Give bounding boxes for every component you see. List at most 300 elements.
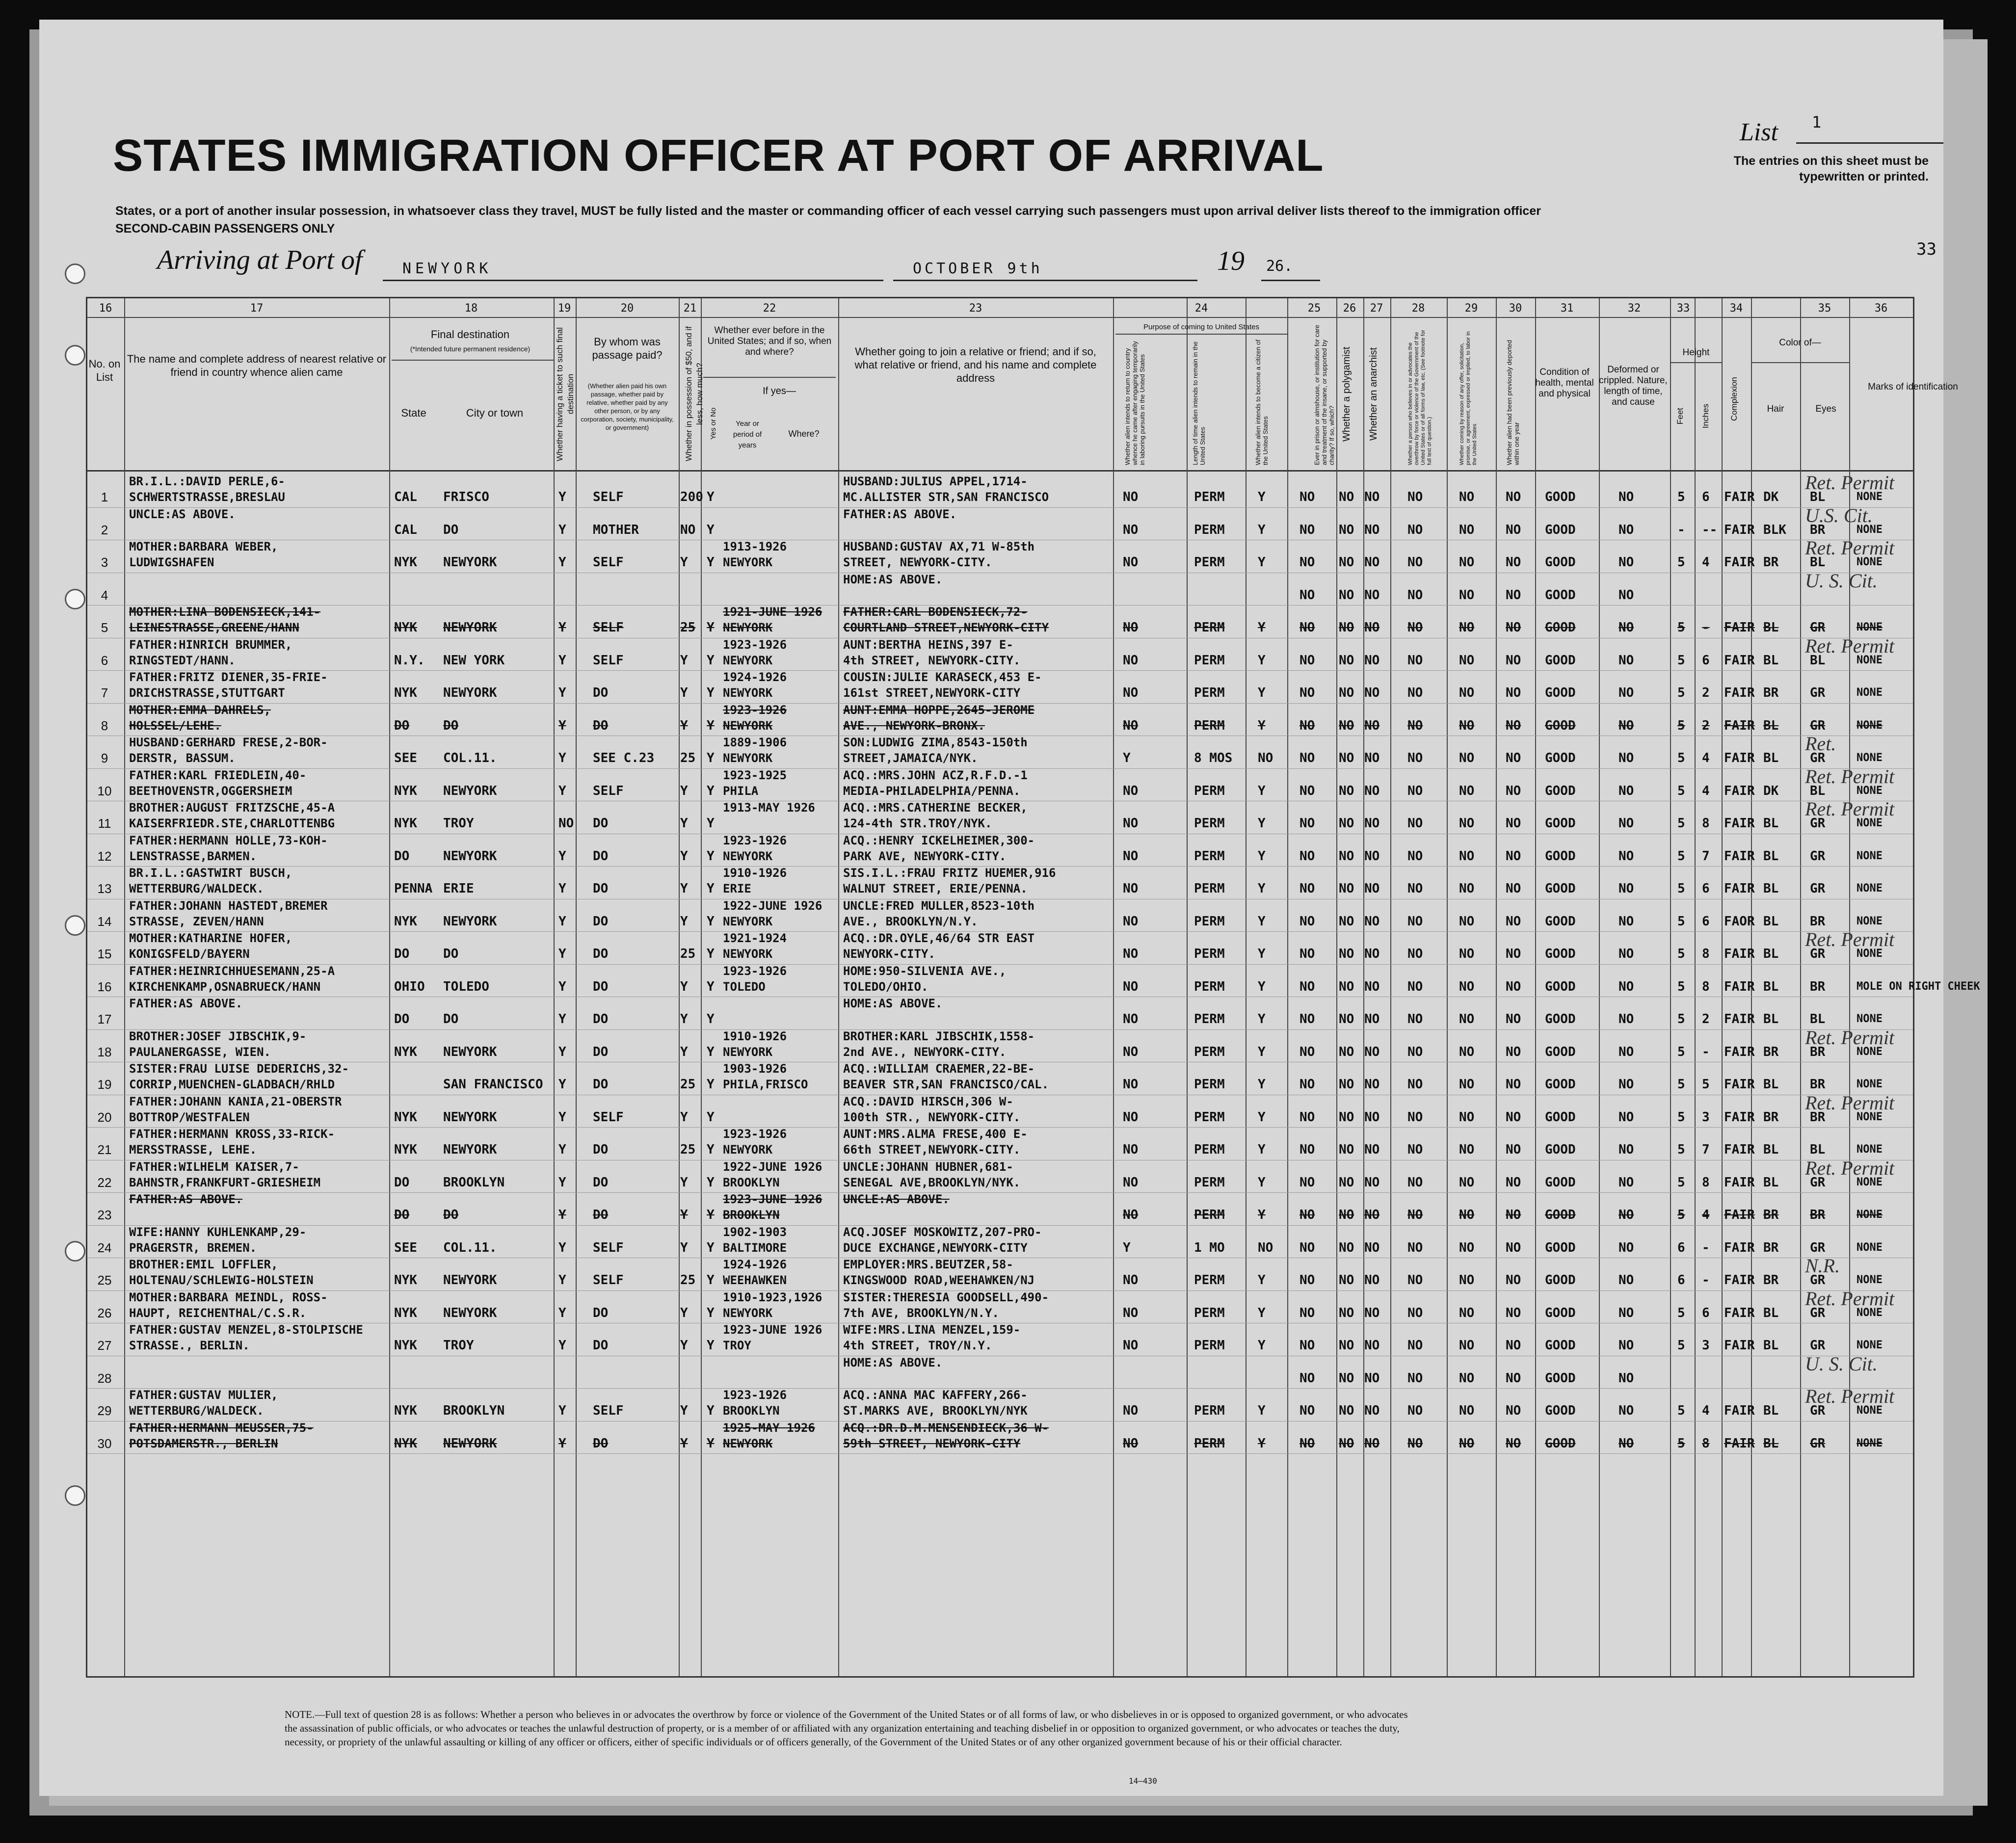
eyes-cell: GR	[1810, 1436, 1826, 1451]
deported-cell: NO	[1506, 1208, 1521, 1222]
relative-cell: BOTTROP/WESTFALEN	[129, 1110, 250, 1124]
anarchist-cell: NO	[1364, 1109, 1380, 1125]
polygamist-cell: NO	[1339, 1338, 1354, 1353]
header-divider	[1115, 334, 1287, 335]
period-cell: 1903-1926	[723, 1062, 787, 1076]
row-number: 9	[101, 751, 108, 765]
feet-cell: 5	[1677, 1109, 1685, 1125]
marks-cell: NONE	[1857, 556, 1883, 568]
table-row	[87, 1193, 1913, 1225]
where-cell: TOLEDO	[723, 979, 766, 994]
state-cell: NYK	[394, 816, 417, 831]
before-yes-no-cell: Y	[707, 1175, 715, 1190]
length-cell: 8 MOS	[1194, 751, 1233, 765]
prison-cell: NO	[1300, 1338, 1315, 1353]
hair-cell: BL	[1763, 881, 1779, 896]
overthrow-cell: NO	[1407, 1370, 1423, 1386]
paid-by-cell: DO	[593, 1012, 609, 1027]
anarchist-cell: NO	[1364, 555, 1380, 570]
handwritten-annotation: Ret. Permit	[1805, 798, 1895, 820]
overthrow-cell: NO	[1407, 1436, 1423, 1451]
relative-cell: SISTER:FRAU LUISE DEDERICHS,32-	[129, 1062, 349, 1076]
prison-cell: NO	[1300, 751, 1315, 765]
health-cell: GOOD	[1545, 555, 1576, 570]
city-cell: NEWYORK	[443, 1142, 497, 1157]
inches-cell: 8	[1702, 1436, 1710, 1451]
row-number: 17	[97, 1012, 112, 1027]
joining-cell: SON:LUDWIG ZIMA,8543-150th	[843, 736, 1028, 749]
health-cell: GOOD	[1545, 587, 1576, 603]
city-cell: NEWYORK	[443, 685, 497, 700]
overthrow-cell: NO	[1407, 783, 1423, 798]
feet-cell: 5	[1677, 947, 1685, 961]
deported-cell: NO	[1506, 783, 1521, 798]
header-divider	[1670, 362, 1722, 363]
binder-hole	[65, 1485, 85, 1506]
fifty-cell: Y	[680, 1208, 688, 1222]
prison-cell: NO	[1300, 490, 1315, 504]
polygamist-cell: NO	[1339, 1436, 1354, 1451]
health-cell: GOOD	[1545, 881, 1576, 896]
overthrow-cell: NO	[1407, 1142, 1423, 1157]
table-row	[87, 1091, 1913, 1128]
complexion-cell: FAIR	[1724, 522, 1755, 537]
relative-cell: DERSTR, BASSUM.	[129, 751, 236, 765]
relative-cell: LEINESTRASSE,GREENE/HANN	[129, 621, 299, 634]
length-cell: PERM	[1194, 783, 1225, 798]
health-cell: GOOD	[1545, 718, 1576, 733]
marks-cell: NONE	[1857, 1404, 1883, 1417]
state-cell: DO	[394, 947, 410, 961]
deformed-cell: NO	[1618, 1436, 1634, 1451]
header-by-whom: By whom was passage paid?	[592, 336, 663, 361]
complexion-cell: FAIR	[1724, 816, 1755, 831]
table-row	[87, 606, 1913, 638]
header-p1: Whether alien intends to return to country whence he came after engaging temporarily in laboring pursuits in the United States	[1124, 341, 1146, 465]
handwritten-annotation: Ret. Permit	[1805, 1157, 1895, 1179]
fifty-cell: Y	[680, 718, 688, 733]
eyes-cell: GR	[1810, 1273, 1826, 1288]
row-number: 19	[97, 1077, 112, 1092]
row-number: 30	[97, 1436, 112, 1451]
prison-cell: NO	[1300, 1012, 1315, 1027]
polygamist-cell: NO	[1339, 1077, 1354, 1092]
relative-cell: FATHER:WILHELM KAISER,7-	[129, 1159, 299, 1174]
complexion-cell: FAIR	[1724, 1240, 1755, 1255]
relative-cell: FATHER:HINRICH BRUMMER,	[129, 637, 292, 652]
paid-by-cell: SELF	[593, 490, 624, 504]
length-cell: 1 MO	[1194, 1240, 1225, 1255]
eyes-cell: GR	[1810, 685, 1826, 700]
header-bottom	[87, 470, 1913, 472]
state-cell: OHIO	[394, 979, 425, 994]
relative-cell: FATHER:KARL FRIEDLEIN,40-	[129, 768, 307, 782]
marks-cell: NONE	[1857, 752, 1883, 764]
eyes-cell: GR	[1810, 816, 1826, 831]
citizen-cell: Y	[1258, 979, 1266, 994]
marks-cell: NONE	[1857, 1437, 1883, 1449]
port-underline	[383, 280, 883, 281]
return-cell: NO	[1123, 1044, 1139, 1059]
inches-cell: 6	[1702, 490, 1710, 504]
ticket-cell: Y	[558, 490, 566, 504]
list-underline	[1796, 142, 1943, 144]
joining-cell: HUSBAND:JULIUS APPEL,1714-	[843, 474, 1028, 488]
anarchist-cell: NO	[1364, 1273, 1380, 1288]
fifty-cell: Y	[680, 653, 688, 668]
before-yes-no-cell: Y	[707, 1436, 715, 1451]
hair-cell: BL	[1763, 1436, 1779, 1451]
period-cell: 1925-MAY 1926	[723, 1421, 815, 1435]
feet-cell: 5	[1677, 1142, 1685, 1157]
deported-cell: NO	[1506, 881, 1521, 896]
health-cell: GOOD	[1545, 1338, 1576, 1353]
return-cell: NO	[1123, 1273, 1139, 1288]
complexion-cell: FAIR	[1724, 1175, 1755, 1190]
header-complexion: Complexion	[1729, 377, 1739, 421]
handwritten-annotation: U.S. Cit.	[1805, 504, 1873, 527]
hair-cell: BL	[1763, 718, 1779, 733]
overthrow-cell: NO	[1407, 1044, 1423, 1059]
polygamist-cell: NO	[1339, 1305, 1354, 1320]
deported-cell: NO	[1506, 1436, 1521, 1451]
header-deformed: Deformed or crippled. Nature, length of time, and cause	[1599, 365, 1668, 407]
length-cell: PERM	[1194, 1305, 1225, 1320]
complexion-cell: FAIR	[1724, 881, 1755, 896]
paid-by-cell: DO	[593, 685, 609, 700]
citizen-cell: Y	[1258, 555, 1266, 570]
inches-cell: 8	[1702, 816, 1710, 831]
table-row	[87, 733, 1913, 768]
column-number: 30	[1509, 302, 1522, 315]
deformed-cell: NO	[1618, 718, 1634, 733]
paid-by-cell: SEE C.23	[593, 751, 655, 765]
state-cell: DO	[394, 718, 410, 733]
deformed-cell: NO	[1618, 1273, 1634, 1288]
inches-cell: 3	[1702, 1338, 1710, 1353]
inches-cell: 5	[1702, 1077, 1710, 1092]
hair-cell: BR	[1763, 1044, 1779, 1059]
relative-cell: CORRIP,MUENCHEN-GLADBACH/RHLD	[129, 1078, 335, 1091]
labor-offer-cell: NO	[1459, 947, 1475, 961]
deformed-cell: NO	[1618, 914, 1634, 929]
anarchist-cell: NO	[1364, 1142, 1380, 1157]
before-yes-no-cell: Y	[707, 1077, 715, 1092]
prison-cell: NO	[1300, 1436, 1315, 1451]
ticket-cell: Y	[558, 1175, 566, 1190]
joining-cell: AUNT:BERTHA HEINS,397 E-	[843, 637, 1013, 652]
overthrow-cell: NO	[1407, 881, 1423, 896]
inches-cell: -	[1702, 1044, 1710, 1059]
marks-cell: NONE	[1857, 1110, 1883, 1123]
length-cell: PERM	[1194, 1142, 1225, 1157]
relative-cell: WIFE:HANNY KUHLENKAMP,29-	[129, 1225, 307, 1239]
table-row	[87, 1226, 1913, 1258]
overthrow-cell: NO	[1407, 620, 1423, 635]
period-cell: 1923-1926	[723, 833, 787, 847]
deported-cell: NO	[1506, 1175, 1521, 1190]
anarchist-cell: NO	[1364, 1077, 1380, 1092]
deported-cell: NO	[1506, 1109, 1521, 1125]
health-cell: GOOD	[1545, 1208, 1576, 1222]
deformed-cell: NO	[1618, 522, 1634, 537]
fifty-cell: Y	[680, 979, 688, 994]
period-cell: 1922-JUNE 1926	[723, 1159, 822, 1174]
marks-cell: NONE	[1857, 1013, 1883, 1025]
return-cell: NO	[1123, 947, 1139, 961]
overthrow-cell: NO	[1407, 522, 1423, 537]
health-cell: GOOD	[1545, 1305, 1576, 1320]
where-cell: NEWYORK	[723, 1436, 773, 1450]
deported-cell: NO	[1506, 816, 1521, 831]
where-cell: NEWYORK	[723, 718, 773, 733]
hair-cell: BL	[1763, 1175, 1779, 1190]
joining-cell: ACQ.:DAVID HIRSCH,306 W-	[843, 1094, 1013, 1108]
complexion-cell: FAIR	[1724, 1044, 1755, 1059]
deformed-cell: NO	[1618, 1175, 1634, 1190]
city-cell: BROOKLYN	[443, 1403, 505, 1418]
before-yes-no-cell: Y	[707, 947, 715, 961]
feet-cell: 5	[1677, 1305, 1685, 1320]
where-cell: BALTIMORE	[723, 1240, 787, 1255]
anarchist-cell: NO	[1364, 1370, 1380, 1386]
paid-by-cell: MOTHER	[593, 522, 639, 537]
arrival-port: NEWYORK	[402, 260, 492, 277]
return-cell: NO	[1123, 1142, 1139, 1157]
deported-cell: NO	[1506, 1044, 1521, 1059]
eyes-cell: BR	[1810, 1208, 1826, 1222]
city-cell: DO	[443, 1208, 459, 1222]
where-cell: NEWYORK	[723, 849, 773, 863]
citizen-cell: Y	[1258, 1044, 1266, 1059]
row-number: 7	[101, 685, 108, 700]
colnum-divider	[87, 317, 1913, 318]
polygamist-cell: NO	[1339, 1273, 1354, 1288]
relative-cell: BROTHER:EMIL LOFFLER,	[129, 1258, 278, 1271]
binder-hole	[65, 1241, 85, 1262]
length-cell: PERM	[1194, 620, 1225, 635]
complexion-cell: FAIR	[1724, 1208, 1755, 1222]
paid-by-cell: DO	[593, 816, 609, 831]
header-c28: Whether a person who believes in or advocates the overthrow by force or violence of the Government of the United States or of all forms of law, etc. (See footnote for full text of question.)	[1407, 330, 1432, 465]
relative-cell: BROTHER:JOSEF JIBSCHIK,9-	[129, 1029, 307, 1043]
deported-cell: NO	[1506, 490, 1521, 504]
city-cell: NEW YORK	[443, 653, 505, 668]
deformed-cell: NO	[1618, 751, 1634, 765]
relative-cell: STRASSE., BERLIN.	[129, 1339, 250, 1352]
relative-cell: FATHER:GUSTAV MULIER,	[129, 1388, 278, 1402]
row-number: 26	[97, 1305, 112, 1320]
where-cell: PHILA	[723, 784, 759, 798]
arrival-date: OCTOBER 9th	[913, 260, 1043, 277]
header-divider	[703, 377, 836, 378]
state-cell: N.Y.	[394, 653, 425, 668]
column-number: 24	[1194, 302, 1208, 315]
city-cell: DO	[443, 947, 459, 961]
header-fifty: Whether in possession of $50, and if less, how much?	[684, 326, 704, 462]
labor-offer-cell: NO	[1459, 1370, 1475, 1386]
handwritten-annotation: Ret. Permit	[1805, 1385, 1895, 1407]
polygamist-cell: NO	[1339, 881, 1354, 896]
period-cell: 1923-1926	[723, 1388, 787, 1402]
labor-offer-cell: NO	[1459, 979, 1475, 994]
labor-offer-cell: NO	[1459, 522, 1475, 537]
city-cell: NEWYORK	[443, 848, 497, 864]
ticket-cell: Y	[558, 620, 566, 635]
before-yes-no-cell: Y	[707, 1338, 715, 1353]
joining-cell: COURTLAND STREET,NEWYORK-CITY	[843, 621, 1049, 634]
anarchist-cell: NO	[1364, 848, 1380, 864]
overthrow-cell: NO	[1407, 1012, 1423, 1027]
state-cell: NYK	[394, 1142, 417, 1157]
page-title: STATES IMMIGRATION OFFICER AT PORT OF ARRIVAL	[113, 131, 1324, 181]
labor-offer-cell: NO	[1459, 1109, 1475, 1125]
list-number: 1	[1812, 113, 1822, 132]
feet-cell: 6	[1677, 1273, 1685, 1288]
feet-cell: 5	[1677, 653, 1685, 668]
feet-cell: 5	[1677, 1044, 1685, 1059]
paid-by-cell: DO	[593, 1044, 609, 1059]
fifty-cell: 25	[680, 1077, 696, 1092]
feet-cell: 5	[1677, 685, 1685, 700]
ticket-cell: NO	[558, 816, 574, 831]
joining-cell: STREET, NEWYORK-CITY.	[843, 555, 992, 569]
ticket-cell: Y	[558, 1240, 566, 1255]
hair-cell: BL	[1763, 1012, 1779, 1027]
fifty-cell: 25	[680, 751, 696, 765]
ticket-cell: Y	[558, 1305, 566, 1320]
table-row	[87, 1157, 1913, 1193]
where-cell: TROY	[723, 1339, 751, 1352]
deformed-cell: NO	[1618, 816, 1634, 831]
deformed-cell: NO	[1618, 685, 1634, 700]
health-cell: GOOD	[1545, 1012, 1576, 1027]
handwritten-annotation: Ret. Permit	[1805, 1026, 1895, 1049]
city-cell: NEWYORK	[443, 1305, 497, 1320]
joining-cell: MEDIA-PHILADELPHIA/PENNA.	[843, 784, 1021, 798]
fifty-cell: Y	[680, 1109, 688, 1125]
table-row	[87, 997, 1913, 1029]
fifty-cell: Y	[680, 1338, 688, 1353]
feet-cell: 5	[1677, 848, 1685, 864]
deported-cell: NO	[1506, 653, 1521, 668]
handwritten-annotation: N.R.	[1805, 1255, 1840, 1277]
period-cell: 1921-JUNE 1926	[723, 605, 822, 619]
complexion-cell: FAIR	[1724, 653, 1755, 668]
row-number: 11	[98, 816, 111, 831]
health-cell: GOOD	[1545, 751, 1576, 765]
table-row	[87, 1323, 1913, 1356]
marks-cell: NONE	[1857, 784, 1883, 797]
polygamist-cell: NO	[1339, 1044, 1354, 1059]
eyes-cell: GR	[1810, 1403, 1826, 1418]
labor-offer-cell: NO	[1459, 848, 1475, 864]
feet-cell: 5	[1677, 555, 1685, 570]
polygamist-cell: NO	[1339, 783, 1354, 798]
before-yes-no-cell: Y	[707, 1142, 715, 1157]
health-cell: GOOD	[1545, 914, 1576, 929]
table-row	[87, 569, 1913, 606]
polygamist-cell: NO	[1339, 1109, 1354, 1125]
header-where: Where?	[788, 429, 820, 439]
prison-cell: NO	[1300, 1370, 1315, 1386]
feet-cell: 5	[1677, 783, 1685, 798]
prison-cell: NO	[1300, 653, 1315, 668]
city-cell: NEWYORK	[443, 783, 497, 798]
header-health: Condition of health, mental and physical	[1535, 367, 1594, 399]
row-number: 12	[97, 848, 112, 864]
header-purpose: Purpose of coming to United States	[1143, 323, 1259, 331]
row-number: 14	[97, 914, 112, 929]
fifty-cell: Y	[680, 914, 688, 929]
inches-cell: -	[1702, 1240, 1710, 1255]
period-cell: 1913-1926	[723, 540, 787, 553]
fifty-cell: Y	[680, 1175, 688, 1190]
overthrow-cell: NO	[1407, 1109, 1423, 1125]
inches-cell: 4	[1702, 783, 1710, 798]
length-cell: PERM	[1194, 816, 1225, 831]
period-cell: 1923-1925	[723, 768, 787, 782]
marks-cell: NONE	[1857, 686, 1883, 699]
where-cell: WEEHAWKEN	[723, 1273, 787, 1287]
inches-cell: 8	[1702, 1175, 1710, 1190]
citizen-cell: Y	[1258, 1109, 1266, 1125]
eyes-cell: BR	[1810, 914, 1826, 929]
fifty-cell: 25	[680, 947, 696, 961]
overthrow-cell: NO	[1407, 751, 1423, 765]
prison-cell: NO	[1300, 620, 1315, 635]
relative-cell: FATHER:AS ABOVE.	[129, 997, 243, 1010]
anarchist-cell: NO	[1364, 1208, 1380, 1222]
feet-cell: 5	[1677, 816, 1685, 831]
inches-cell: --	[1702, 522, 1718, 537]
relative-cell: RINGSTEDT/HANN.	[129, 653, 236, 667]
state-cell: NYK	[394, 1305, 417, 1320]
joining-cell: AUNT:MRS.ALMA FRESE,400 E-	[843, 1127, 1028, 1141]
polygamist-cell: NO	[1339, 1240, 1354, 1255]
handwritten-annotation: Ret.	[1805, 733, 1836, 755]
header-c30: Whether alien had been previously deported within one year	[1506, 340, 1520, 465]
paid-by-cell: DO	[593, 848, 609, 864]
where-cell: NEWYORK	[723, 686, 773, 700]
ticket-cell: Y	[558, 848, 566, 864]
deformed-cell: NO	[1618, 881, 1634, 896]
date-underline	[893, 280, 1197, 281]
where-cell: NEWYORK	[723, 1306, 773, 1320]
joining-cell: 4th STREET, NEWYORK-CITY.	[843, 653, 1021, 667]
eyes-cell: BL	[1810, 1012, 1826, 1027]
labor-offer-cell: NO	[1459, 718, 1475, 733]
feet-cell: 5	[1677, 751, 1685, 765]
before-yes-no-cell: Y	[707, 522, 715, 537]
feet-cell: 5	[1677, 1077, 1685, 1092]
polygamist-cell: NO	[1339, 620, 1354, 635]
before-yes-no-cell: Y	[707, 1208, 715, 1222]
citizen-cell: Y	[1258, 848, 1266, 864]
table-row	[87, 671, 1913, 703]
health-cell: GOOD	[1545, 1077, 1576, 1092]
before-yes-no-cell: Y	[707, 1273, 715, 1288]
deported-cell: NO	[1506, 1142, 1521, 1157]
length-cell: PERM	[1194, 653, 1225, 668]
table-row	[87, 634, 1913, 671]
joining-cell: HOME:AS ABOVE.	[843, 997, 943, 1010]
return-cell: NO	[1123, 1305, 1139, 1320]
health-cell: GOOD	[1545, 848, 1576, 864]
column-number: 17	[250, 302, 264, 315]
hair-cell: BR	[1763, 1273, 1779, 1288]
length-cell: PERM	[1194, 522, 1225, 537]
